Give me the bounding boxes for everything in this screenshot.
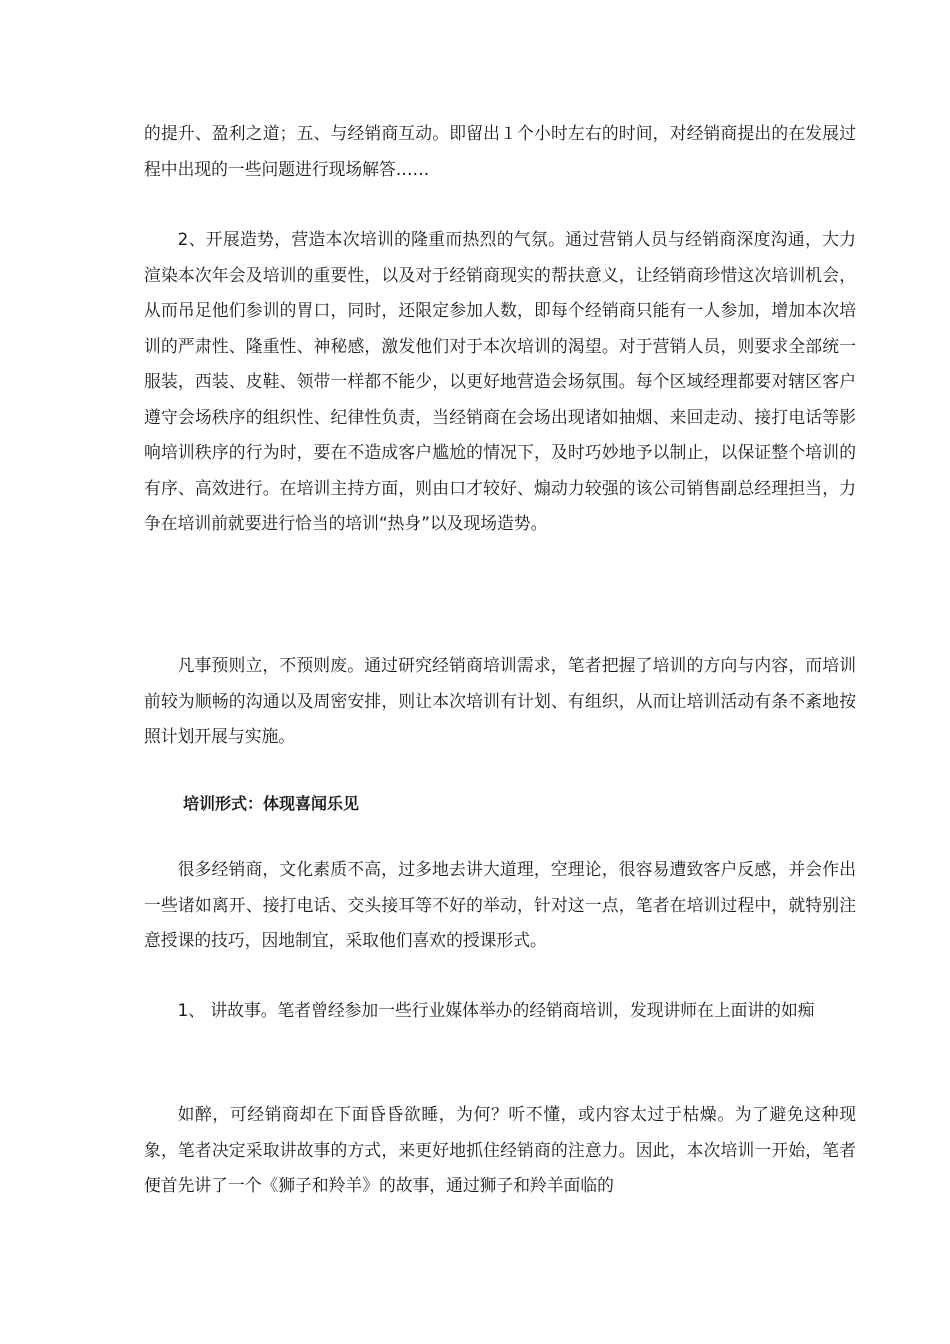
paragraph-training-form: 很多经销商，文化素质不高，过多地去讲大道理，空理论，很容易遭致客户反感，并会作出一些诸如离开、接打电话、交头接耳等不好的举动，针对这一点，笔者在培训过程中，就特别注意授课的技巧，因地制宜，采取他们喜欢的授课形式。 [144,859,856,950]
section-heading: 培训形式：体现喜闻乐见 [183,794,360,813]
paragraph-continuation: 的提升、盈利之道；五、与经销商互动。即留出１个小时左右的时间，对经销商提出的在发展过程中出现的一些问题进行现场解答…… [144,123,856,179]
paragraph-storytelling-continued: 如醉，可经销商却在下面昏昏欲睡，为何？听不懂，或内容太过于枯燥。为了避免这种现象，笔者决定采取讲故事的方式，来更好地抓住经销商的注意力。因此，本次培训一开始，笔者便首先讲了一个《狮子和羚羊》的故事，通过狮子和羚羊面临的 [144,1104,856,1195]
paragraph-preparation-summary: 凡事预则立，不预则废。通过研究经销商培训需求，笔者把握了培训的方向与内容，而培训前较为顺畅的沟通以及周密安排，则让本次培训有计划、有组织，从而让培训活动有条不紊地按照计划开展与实施。 [144,655,856,746]
paragraph-storytelling: 1、 讲故事。笔者曾经参加一些行业媒体举办的经销商培训，发现讲师在上面讲的如痴 [177,1000,815,1020]
paragraph-promotion: 2、开展造势，营造本次培训的隆重而热烈的气氛。通过营销人员与经销商深度沟通，大力渲染本次年会及培训的重要性，以及对于经销商现实的帮扶意义，让经销商珍惜这次培训机会，从而吊足他们参训的胃口，同时，还限定参加人数，即每个经销商只能有一人参加，增加本次培训的严肃性、隆重性、神秘感，激发他们对于本次培训的渴望。对于营销人员，则要求全部统一服装，西装、皮鞋、领带一样都不能少，以更好地营造会场氛围。每个区域经理都要对辖区客户遵守会场秩序的组织性、纪律性负责，当经销商在会场出现诸如抽烟、来回走动、接打电话等影响培训秩序的行为时，要在不造成客户尴尬的情况下，及时巧妙地予以制止，以保证整个培训的有序、高效进行。在培训主持方面，则由口才较好、煽动力较强的该公司销售副总经理担当，力争在培训前就要进行恰当的培训“热身”以及现场造势。 [144,229,856,533]
